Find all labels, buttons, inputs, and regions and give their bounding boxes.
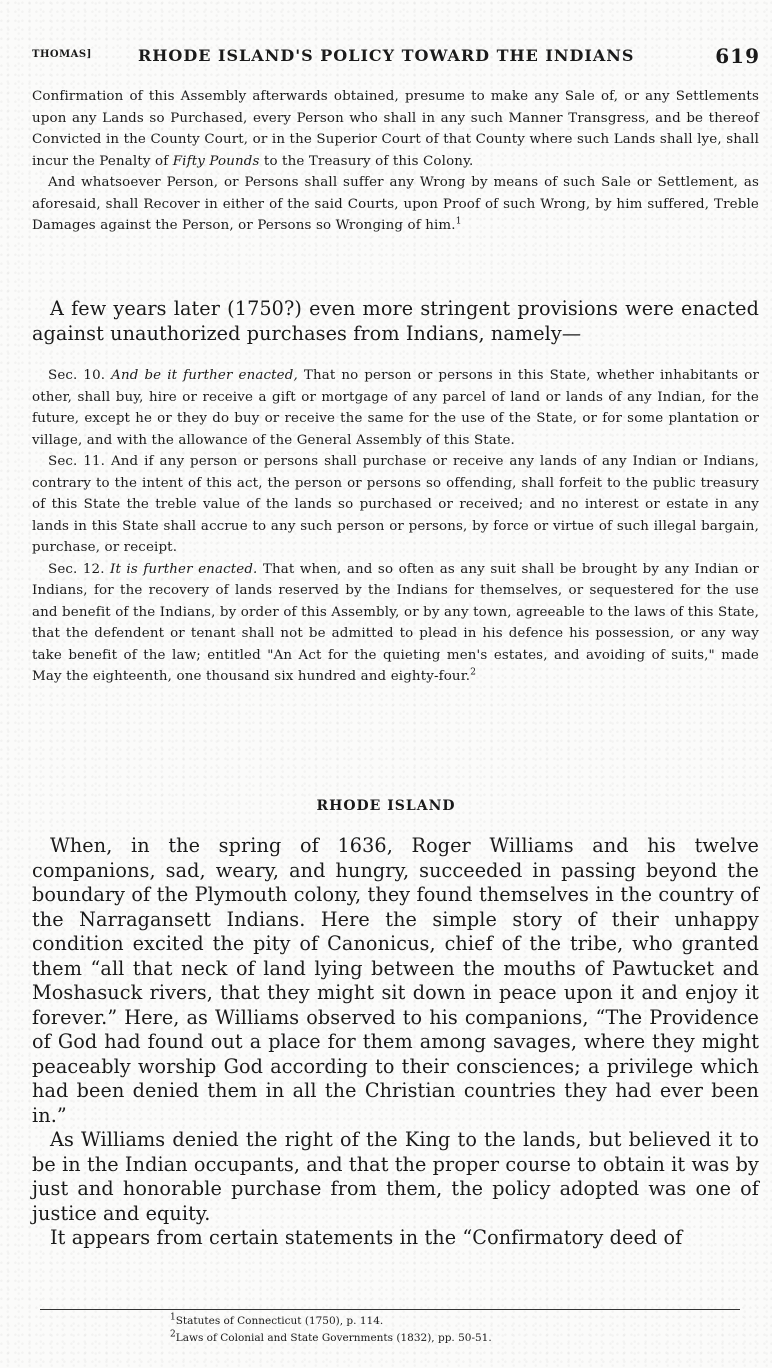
quoted-statute-connecticut [32, 86, 759, 237]
body-paragraph: As Williams denied the right of the King to the lands, but believed it to be in the Indian occupants, and that the proper course to obtain it was by just and honorable purchase from them, the policy adopted was one of justice and equity. [32, 1128, 759, 1225]
section-11 [32, 451, 759, 559]
running-head [28, 44, 764, 70]
quote-text: Confirmation of this Assembly afterwards obtained, presume to make any Sale of, or any Settlements upon any Lands so Purchased, every Person who shall in any such Manner Transgress, and be thereof Convicted in the County Court, or in the Superior Court of that County where such Lands shall lye, shall incur the Penalty of [32, 89, 759, 169]
section-italic: And be it further enacted, [111, 368, 298, 383]
page-number: 619 [715, 44, 760, 68]
footnote-mark: 1 [170, 1312, 176, 1323]
section-12 [32, 559, 759, 688]
section-text: And if any person or persons shall purchase or receive any lands of any Indian or Indians, contrary to the intent of this act, the person or persons so offending, shall forfeit to the public treasury of this State the treble value of the lands so purchased or received; and no interest or estate in any lands in this State shall accrue to any such person or persons, by force or virtue of such illegal bargain, purchase, or receipt. [32, 454, 760, 555]
footnote-marker: 1 [455, 216, 462, 227]
body-paragraph: It appears from certain statements in the “Confirmatory deed of [50, 1226, 683, 1249]
main-text [32, 834, 759, 1251]
footnote-mark: 2 [170, 1329, 176, 1340]
quote-paragraph [32, 172, 759, 237]
footnote [170, 1313, 750, 1330]
footnote-divider [40, 1309, 740, 1310]
intro-paragraph [32, 297, 759, 346]
section-heading: RHODE ISLAND [316, 798, 456, 814]
quote-italic-text: Fifty Pounds [172, 153, 260, 169]
quote-text: And whatsoever Person, or Persons shall suffer any Wrong by means of such Sale or Settlement, as aforesaid, shall Recover in either of the said Courts, upon Proof of such Wrong, by him suffered, Treble Damages against the Person, or Persons so Wronging of him. [32, 175, 759, 233]
footnote-marker: 2 [470, 667, 477, 678]
quoted-statute-rhode-island [32, 365, 759, 688]
running-head-author: THOMAS] [32, 49, 92, 60]
running-head-title: RHODE ISLAND'S POLICY TOWARD THE INDIANS [138, 46, 635, 65]
section-text: That when, and so often as any suit shall be brought by any Indian or Indians, for the recovery of lands reserved by the Indians for themselves, or sequestered for the use and benefit of the Indians, by order of this Assembly, or by any town, agreeable to the laws of this State, that the defendent or tenant shall not be admitted to plead in his defence his possession, or any way take benefit of the law; entitled "An Act for the quieting men's estates, and avoiding of suits," made May the eighteenth, one thousand six hundred and eighty-four. [32, 561, 759, 684]
footnotes [170, 1313, 750, 1347]
section-label: Sec. 10. [48, 368, 106, 383]
section-text: That no person or persons in this State, whether inhabitants or other, shall buy, hire or receive a gift or mortgage of any parcel of land or lands of any Indian, for the future, except he or they do buy or receive the same for the use of the State, or for some plantation or village, and with the allowance of the General Assembly of this State. [32, 368, 760, 448]
body-paragraph: When, in the spring of 1636, Roger Williams and his twelve companions, sad, weary, and hungry, succeeded in passing beyond the boundary of the Plymouth colony, they found themselves in the country of the Narragansett Indians. Here the simple story of their unhappy condition excited the pity of Canonicus, chief of the tribe, who granted them “all that neck of land lying between the mouths of Pawtucket and Moshasuck rivers, that they might sit down in peace upon it and enjoy it forever.” Here, as Williams observed to his companions, “The Providence of God had found out a place for them among savages, where they might peaceably worship God according to their consciences; a privilege which had been denied them in all the Christian countries they had ever been in.” [32, 834, 759, 1127]
section-10 [32, 365, 759, 451]
footnote-text: Laws of Colonial and State Governments (1832), pp. 50-51. [175, 1332, 492, 1344]
footnote [170, 1330, 750, 1347]
section-italic: It is further enacted. [110, 561, 258, 577]
footnote-text: Statutes of Connecticut (1750), p. 114. [175, 1315, 384, 1327]
quote-text: to the Treasury of this Colony. [259, 153, 474, 169]
body-paragraph: A few years later (1750?) even more stringent provisions were enacted against unauthorized purchases from Indians, namely— [32, 297, 759, 345]
section-label: Sec. 11. [48, 454, 106, 469]
quote-paragraph [32, 86, 759, 172]
section-label: Sec. 12. [48, 561, 105, 577]
